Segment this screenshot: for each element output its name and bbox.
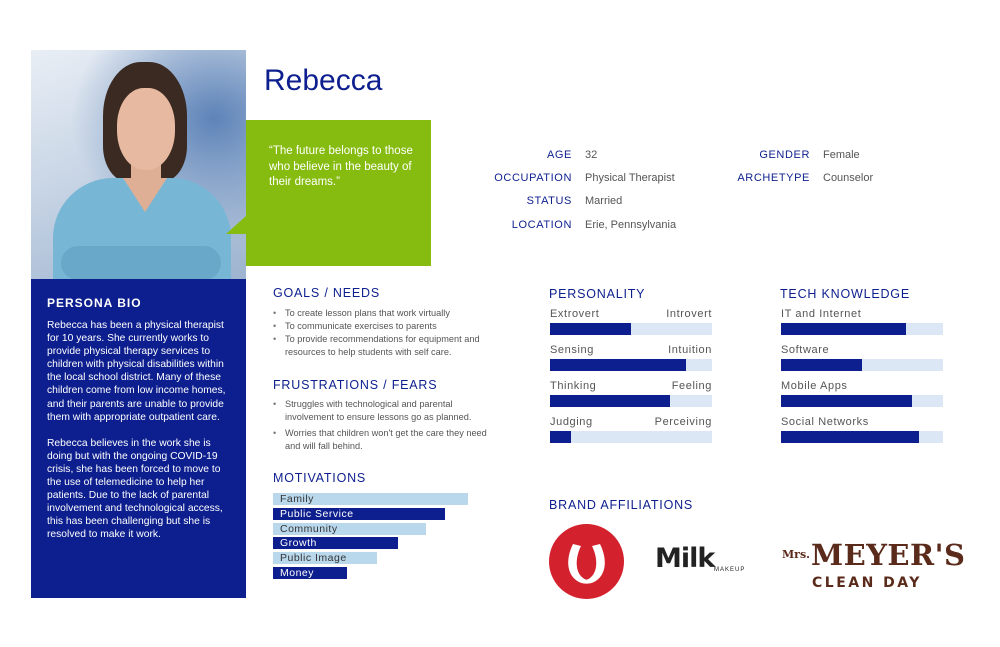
meyers-logo-mrs: Mrs. (782, 548, 810, 561)
quote-text: “The future belongs to those who believe in the beauty of their dreams.” (269, 145, 413, 188)
occupation-value: Physical Therapist (585, 172, 675, 184)
list-item: • Worries that children won't get the care they need and will fall behind. (273, 427, 498, 453)
list-item: • Struggles with technological and parental involvement to ensure lessons go as planned. (273, 398, 498, 424)
list-item: • To create lesson plans that work virtually (273, 307, 498, 320)
tech-skill-label: IT and Internet (781, 308, 862, 320)
age-label: AGE (546, 149, 572, 161)
lululemon-logo (549, 524, 624, 599)
motivation-label: Money (280, 567, 315, 579)
personality-title: PERSONALITY (549, 287, 646, 301)
trait-track (550, 431, 712, 443)
occupation-label: OCCUPATION (494, 172, 572, 184)
trait-right-label: Introvert (666, 308, 712, 320)
trait-fill (550, 431, 571, 443)
persona-quote (246, 120, 431, 266)
persona-name: Rebecca (264, 64, 383, 97)
milk-makeup-sub: MAKEUP (714, 567, 746, 573)
motivation-label: Family (280, 493, 314, 505)
gender-value: Female (823, 149, 860, 161)
list-item: • To provide recommendations for equipment and resources to help students with self care. (273, 333, 498, 359)
trait-right-label: Intuition (668, 344, 712, 356)
tech-skill-fill (781, 323, 906, 335)
tech-skill (781, 344, 943, 372)
motivation-label: Growth (280, 537, 317, 550)
goals-title: GOALS / NEEDS (273, 286, 380, 300)
meyers-logo-main: MEYER'S (811, 538, 966, 572)
list-item: • To communicate exercises to parents (273, 320, 498, 333)
personality-trait (550, 344, 712, 372)
bio-paragraph-2: Rebecca believes in the work she is doing but with the ongoing COVID-19 crisis, she has been forced to move to the use of telemedicine to help her patients. Due to the lack of parental involvement and technological access, this has been challenging but she is resolved to make it work. (47, 437, 223, 541)
personality-trait (550, 308, 712, 336)
trait-left-label: Judging (550, 416, 593, 428)
trait-fill (550, 323, 631, 335)
tech-skill-track (781, 323, 943, 335)
tech-skill-fill (781, 431, 919, 443)
lululemon-mark-icon (549, 524, 624, 599)
personality-trait (550, 416, 712, 444)
motivations-title: MOTIVATIONS (273, 471, 367, 485)
trait-track (550, 359, 712, 371)
status-label: STATUS (526, 195, 572, 207)
tech-skill-fill (781, 359, 862, 371)
persona-bio-panel (31, 279, 246, 598)
motivation-label: Public Image (280, 552, 347, 565)
trait-fill (550, 359, 686, 371)
trait-track (550, 395, 712, 407)
status-value: Married (585, 195, 623, 207)
tech-skill-track (781, 359, 943, 371)
motivation-label: Community (280, 522, 338, 535)
tech-skill (781, 308, 943, 336)
location-label: LOCATION (511, 219, 572, 231)
trait-track (550, 323, 712, 335)
tech-skill-label: Social Networks (781, 416, 869, 428)
goals-list (273, 307, 498, 362)
archetype-label: ARCHETYPE (737, 172, 810, 184)
frustrations-title: FRUSTRATIONS / FEARS (273, 378, 438, 392)
persona-photo (31, 50, 246, 279)
quote-tail (226, 216, 246, 234)
tech-skill-fill (781, 395, 912, 407)
trait-left-label: Extrovert (550, 308, 600, 320)
trait-left-label: Sensing (550, 344, 594, 356)
tech-skill-label: Software (781, 344, 830, 356)
tech-skill (781, 380, 943, 408)
personality-trait (550, 380, 712, 408)
trait-right-label: Feeling (671, 380, 712, 392)
bio-paragraph-1: Rebecca has been a physical therapist for 10 years. She currently works to provide physical therapy services to children with physical disabilities within the local school district. Many of these children come from low income homes, and their parents are unable to provide them with appropriate outpatient care. (47, 320, 226, 423)
trait-left-label: Thinking (550, 380, 597, 392)
gender-label: GENDER (759, 149, 810, 161)
frustrations-list (273, 398, 498, 456)
tech-skill (781, 416, 943, 444)
meyers-logo-sub: CLEAN DAY (812, 575, 922, 591)
location-value: Erie, Pennsylvania (585, 219, 677, 231)
tech-skill-label: Mobile Apps (781, 380, 848, 392)
brands-title: BRAND AFFILIATIONS (549, 498, 694, 512)
milk-makeup-logo: Milk (655, 543, 715, 574)
trait-right-label: Perceiving (654, 416, 712, 428)
bio-title: PERSONA BIO (47, 296, 142, 310)
tech-skill-track (781, 395, 943, 407)
tech-title: TECH KNOWLEDGE (780, 287, 910, 301)
tech-skill-track (781, 431, 943, 443)
trait-fill (550, 395, 670, 407)
age-value: 32 (585, 149, 598, 161)
motivation-label: Public Service (280, 507, 354, 520)
archetype-value: Counselor (823, 172, 874, 184)
